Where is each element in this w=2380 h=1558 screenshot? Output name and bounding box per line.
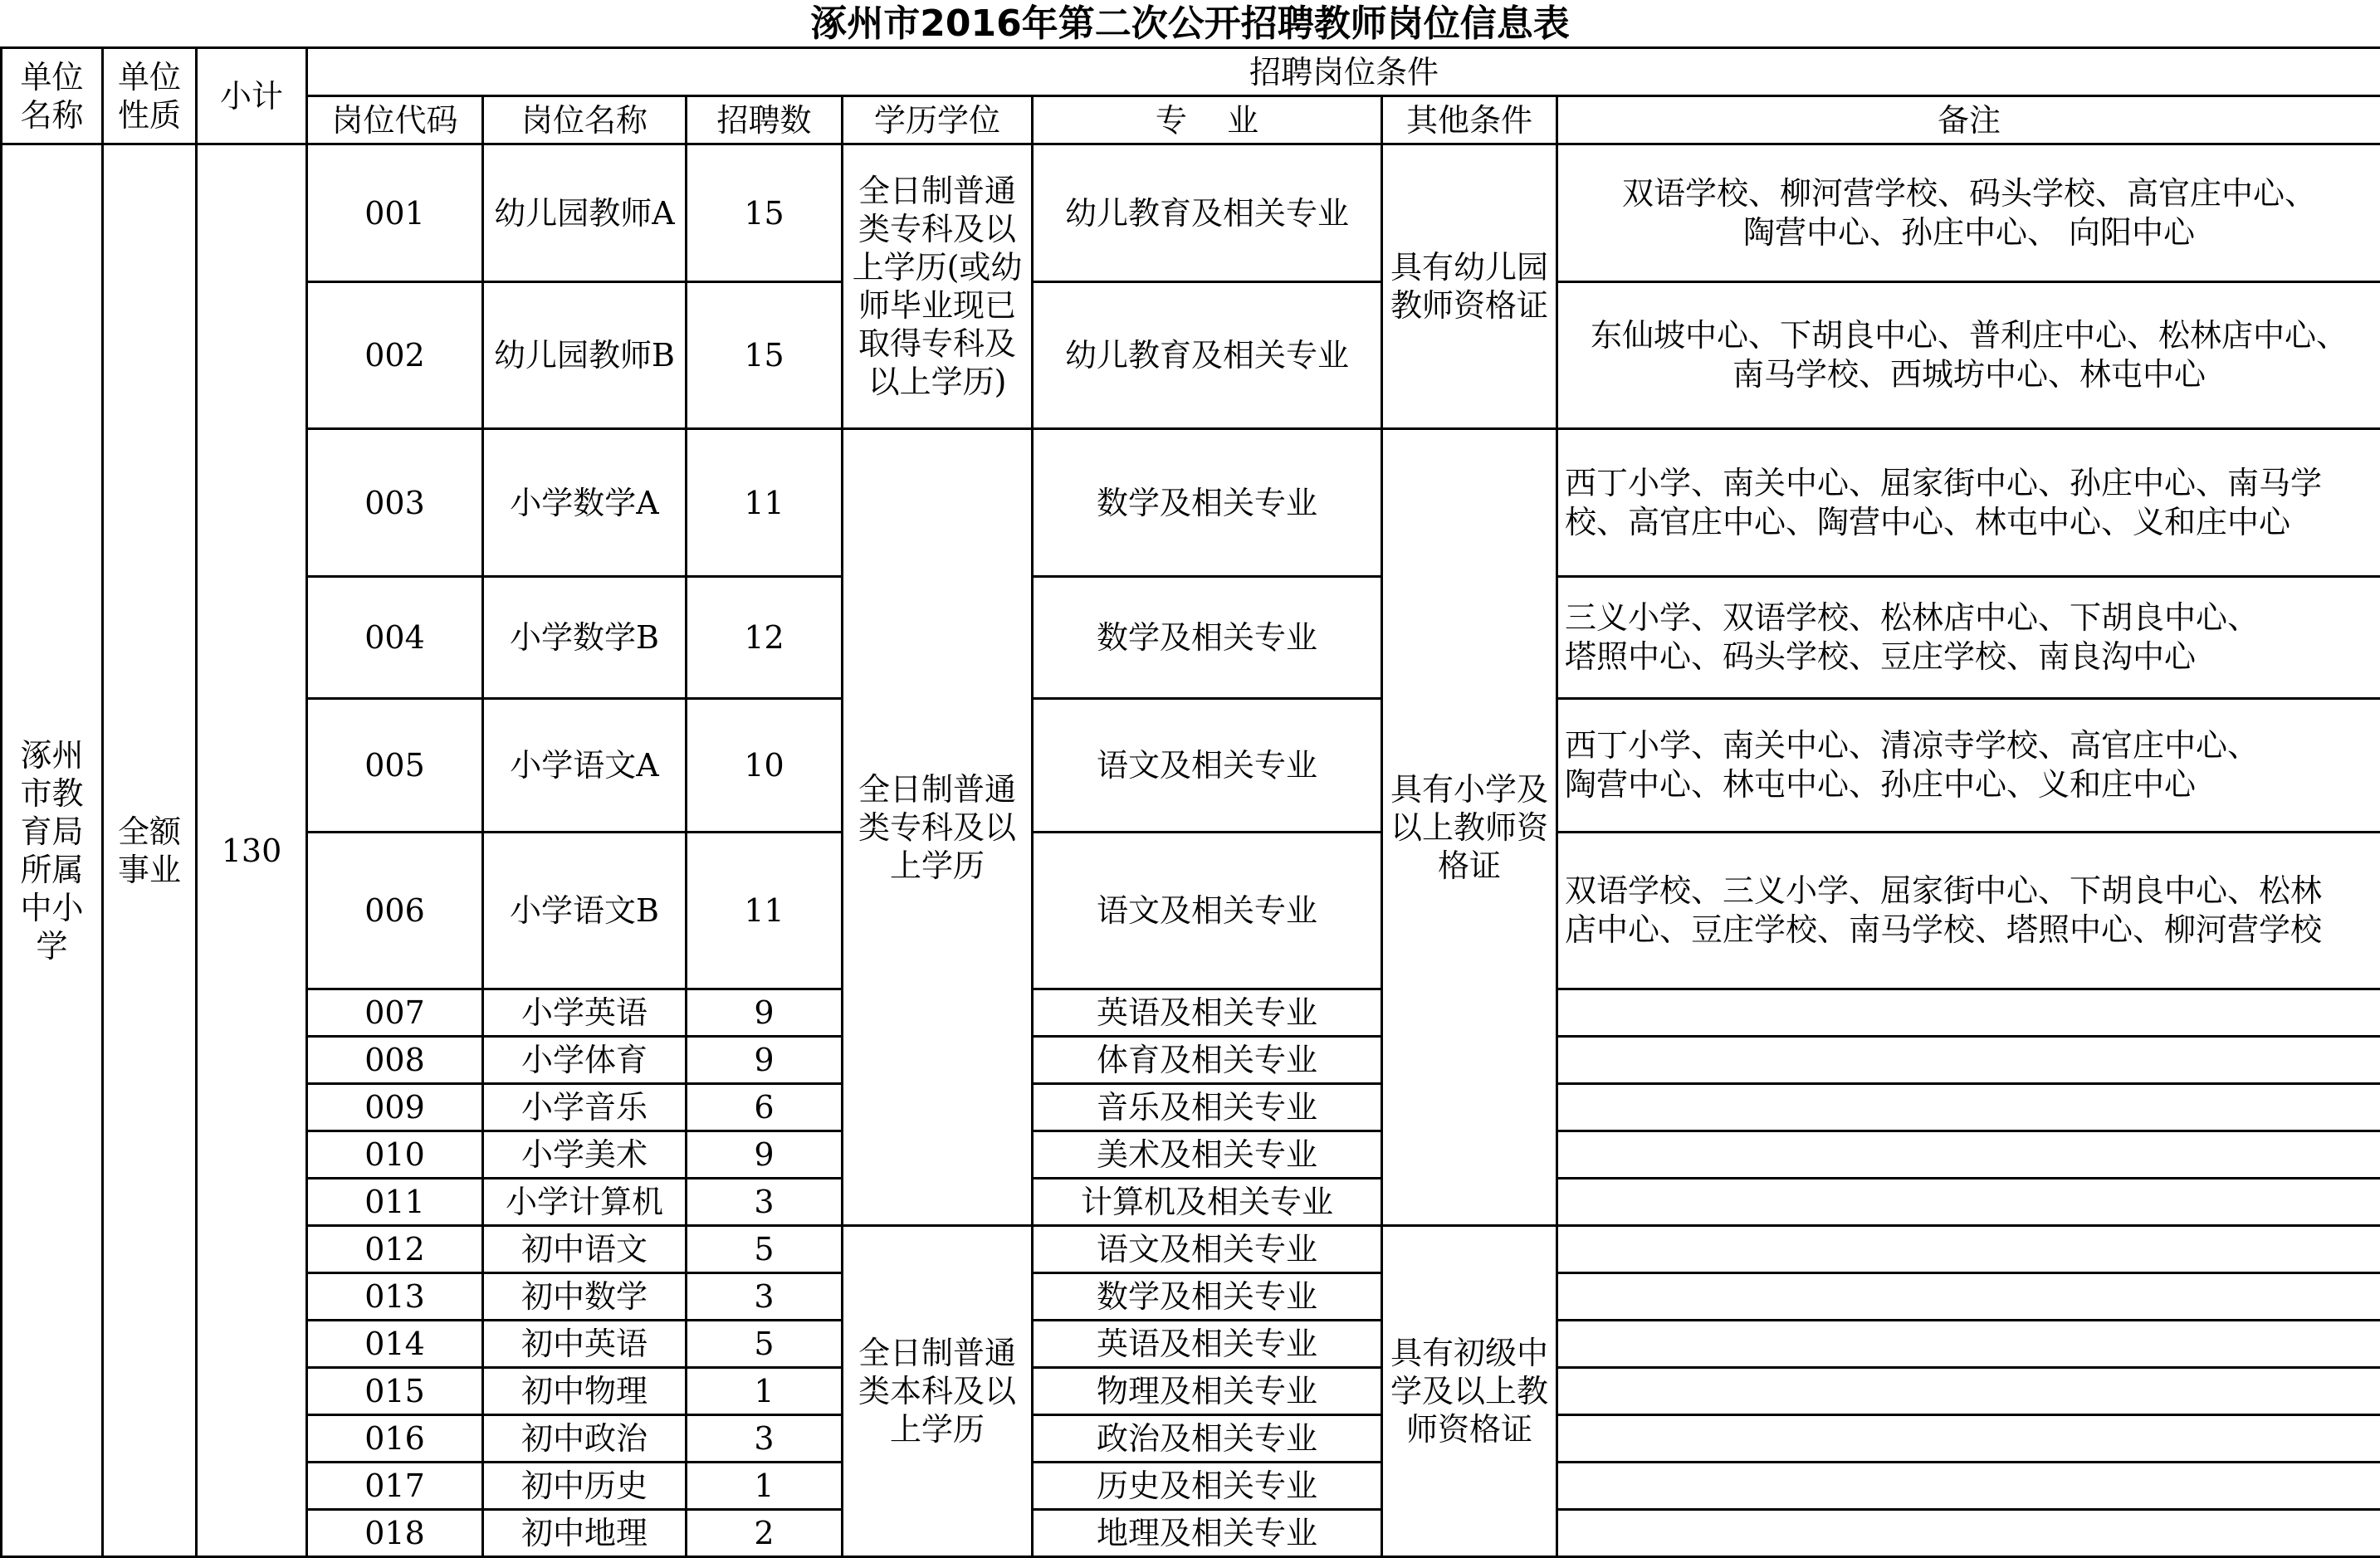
- post-cell: 小学音乐: [483, 1084, 687, 1131]
- table-row: [2, 1179, 2380, 1226]
- remark-cell: [1557, 1084, 2380, 1131]
- remark-cell: [1557, 1463, 2380, 1510]
- education-cell-primary: 全日制普通 类专科及以 上学历: [843, 429, 1033, 1226]
- header-unit-type: 单位 性质: [103, 48, 197, 144]
- remark-cell: 三义小学、双语学校、松林店中心、下胡良中心、 塔照中心、码头学校、豆庄学校、南良沟中心: [1557, 577, 2380, 699]
- table-row: [2, 1321, 2380, 1368]
- remark-cell: 西丁小学、南关中心、屈家街中心、孙庄中心、南马学 校、高官庄中心、陶营中心、林屯中心、义和庄中心: [1557, 429, 2380, 577]
- post-cell: 初中政治: [483, 1415, 687, 1463]
- major-cell: 英语及相关专业: [1033, 989, 1382, 1037]
- remark-cell: [1557, 1415, 2380, 1463]
- major-cell: 政治及相关专业: [1033, 1415, 1382, 1463]
- subtotal-cell: 130: [197, 144, 307, 1557]
- other-cell-kindergarten: 具有幼儿园 教师资格证: [1382, 144, 1557, 429]
- header-major: 专 业: [1033, 96, 1382, 144]
- count-cell: 5: [687, 1226, 843, 1273]
- table-row: [2, 699, 2380, 833]
- other-cell-primary: 具有小学及 以上教师资 格证: [1382, 429, 1557, 1226]
- remark-cell: 东仙坡中心、下胡良中心、普利庄中心、松林店中心、 南马学校、西城坊中心、林屯中心: [1557, 282, 2380, 429]
- count-cell: 1: [687, 1368, 843, 1415]
- count-cell: 11: [687, 429, 843, 577]
- post-cell: 小学美术: [483, 1131, 687, 1179]
- major-cell: 地理及相关专业: [1033, 1510, 1382, 1557]
- remark-cell: [1557, 1273, 2380, 1321]
- code-cell: 005: [307, 699, 483, 833]
- major-cell: 数学及相关专业: [1033, 1273, 1382, 1321]
- count-cell: 3: [687, 1273, 843, 1321]
- table-row: [2, 1084, 2380, 1131]
- table-row: [2, 833, 2380, 989]
- post-cell: 小学体育: [483, 1037, 687, 1084]
- code-cell: 013: [307, 1273, 483, 1321]
- table-row: [2, 1368, 2380, 1415]
- post-cell: 幼儿园教师B: [483, 282, 687, 429]
- remark-cell: 双语学校、三义小学、屈家街中心、下胡良中心、松林 店中心、豆庄学校、南马学校、塔照中心、柳河营学校: [1557, 833, 2380, 989]
- post-cell: 小学语文B: [483, 833, 687, 989]
- major-cell: 数学及相关专业: [1033, 429, 1382, 577]
- major-cell: 语文及相关专业: [1033, 833, 1382, 989]
- post-cell: 初中数学: [483, 1273, 687, 1321]
- post-cell: 小学英语: [483, 989, 687, 1037]
- remark-cell: [1557, 989, 2380, 1037]
- table-row: [2, 1037, 2380, 1084]
- table-row: [2, 989, 2380, 1037]
- post-cell: 小学语文A: [483, 699, 687, 833]
- table-row: [2, 1510, 2380, 1557]
- code-cell: 007: [307, 989, 483, 1037]
- count-cell: 3: [687, 1179, 843, 1226]
- code-cell: 009: [307, 1084, 483, 1131]
- table-row: [2, 1463, 2380, 1510]
- major-cell: 英语及相关专业: [1033, 1321, 1382, 1368]
- remark-cell: [1557, 1226, 2380, 1273]
- header-other: 其他条件: [1382, 96, 1557, 144]
- other-cell-middle: 具有初级中 学及以上教 师资格证: [1382, 1226, 1557, 1557]
- major-cell: 美术及相关专业: [1033, 1131, 1382, 1179]
- count-cell: 5: [687, 1321, 843, 1368]
- unit-type-cell: 全额 事业: [103, 144, 197, 1557]
- post-cell: 幼儿园教师A: [483, 144, 687, 282]
- code-cell: 015: [307, 1368, 483, 1415]
- code-cell: 014: [307, 1321, 483, 1368]
- header-code: 岗位代码: [307, 96, 483, 144]
- major-cell: 语文及相关专业: [1033, 699, 1382, 833]
- count-cell: 6: [687, 1084, 843, 1131]
- count-cell: 1: [687, 1463, 843, 1510]
- major-cell: 物理及相关专业: [1033, 1368, 1382, 1415]
- code-cell: 002: [307, 282, 483, 429]
- major-cell: 计算机及相关专业: [1033, 1179, 1382, 1226]
- job-table: [0, 46, 2380, 1558]
- count-cell: 15: [687, 282, 843, 429]
- code-cell: 017: [307, 1463, 483, 1510]
- code-cell: 016: [307, 1415, 483, 1463]
- count-cell: 15: [687, 144, 843, 282]
- code-cell: 008: [307, 1037, 483, 1084]
- header-remark: 备注: [1557, 96, 2380, 144]
- major-cell: 语文及相关专业: [1033, 1226, 1382, 1273]
- post-cell: 初中英语: [483, 1321, 687, 1368]
- education-cell-kindergarten: 全日制普通 类专科及以 上学历(或幼 师毕业现已 取得专科及 以上学历): [843, 144, 1033, 429]
- job-info-sheet: [0, 46, 2380, 1558]
- major-cell: 历史及相关专业: [1033, 1463, 1382, 1510]
- code-cell: 011: [307, 1179, 483, 1226]
- post-cell: 小学数学B: [483, 577, 687, 699]
- code-cell: 004: [307, 577, 483, 699]
- major-cell: 数学及相关专业: [1033, 577, 1382, 699]
- header-subtotal: 小计: [197, 48, 307, 144]
- table-row: [2, 1273, 2380, 1321]
- count-cell: 9: [687, 1037, 843, 1084]
- count-cell: 11: [687, 833, 843, 989]
- post-cell: 小学计算机: [483, 1179, 687, 1226]
- table-row: [2, 144, 2380, 282]
- remark-cell: [1557, 1179, 2380, 1226]
- remark-cell: 双语学校、柳河营学校、码头学校、高官庄中心、 陶营中心、孙庄中心、 向阳中心: [1557, 144, 2380, 282]
- count-cell: 3: [687, 1415, 843, 1463]
- page-title: 涿州市2016年第二次公开招聘教师岗位信息表: [0, 0, 2380, 46]
- remark-cell: [1557, 1368, 2380, 1415]
- remark-cell: [1557, 1131, 2380, 1179]
- header-education: 学历学位: [843, 96, 1033, 144]
- table-row: [2, 577, 2380, 699]
- major-cell: 幼儿教育及相关专业: [1033, 282, 1382, 429]
- header-post: 岗位名称: [483, 96, 687, 144]
- table-row: [2, 429, 2380, 577]
- count-cell: 2: [687, 1510, 843, 1557]
- table-row: [2, 1415, 2380, 1463]
- major-cell: 幼儿教育及相关专业: [1033, 144, 1382, 282]
- code-cell: 010: [307, 1131, 483, 1179]
- remark-cell: [1557, 1037, 2380, 1084]
- table-row: [2, 1226, 2380, 1273]
- header-conditions: 招聘岗位条件: [307, 48, 2380, 96]
- count-cell: 12: [687, 577, 843, 699]
- code-cell: 001: [307, 144, 483, 282]
- post-cell: 初中物理: [483, 1368, 687, 1415]
- post-cell: 小学数学A: [483, 429, 687, 577]
- unit-name-cell: 涿州 市教 育局 所属 中小 学: [2, 144, 103, 1557]
- major-cell: 音乐及相关专业: [1033, 1084, 1382, 1131]
- code-cell: 018: [307, 1510, 483, 1557]
- code-cell: 006: [307, 833, 483, 989]
- post-cell: 初中语文: [483, 1226, 687, 1273]
- code-cell: 012: [307, 1226, 483, 1273]
- education-cell-middle: 全日制普通 类本科及以 上学历: [843, 1226, 1033, 1557]
- remark-cell: 西丁小学、南关中心、清凉寺学校、高官庄中心、 陶营中心、林屯中心、孙庄中心、义和庄中心: [1557, 699, 2380, 833]
- post-cell: 初中地理: [483, 1510, 687, 1557]
- count-cell: 9: [687, 1131, 843, 1179]
- count-cell: 10: [687, 699, 843, 833]
- remark-cell: [1557, 1321, 2380, 1368]
- header-count: 招聘数: [687, 96, 843, 144]
- code-cell: 003: [307, 429, 483, 577]
- count-cell: 9: [687, 989, 843, 1037]
- post-cell: 初中历史: [483, 1463, 687, 1510]
- remark-cell: [1557, 1510, 2380, 1557]
- major-cell: 体育及相关专业: [1033, 1037, 1382, 1084]
- table-row: [2, 282, 2380, 429]
- header-unit-name: 单位 名称: [2, 48, 103, 144]
- table-row: [2, 1131, 2380, 1179]
